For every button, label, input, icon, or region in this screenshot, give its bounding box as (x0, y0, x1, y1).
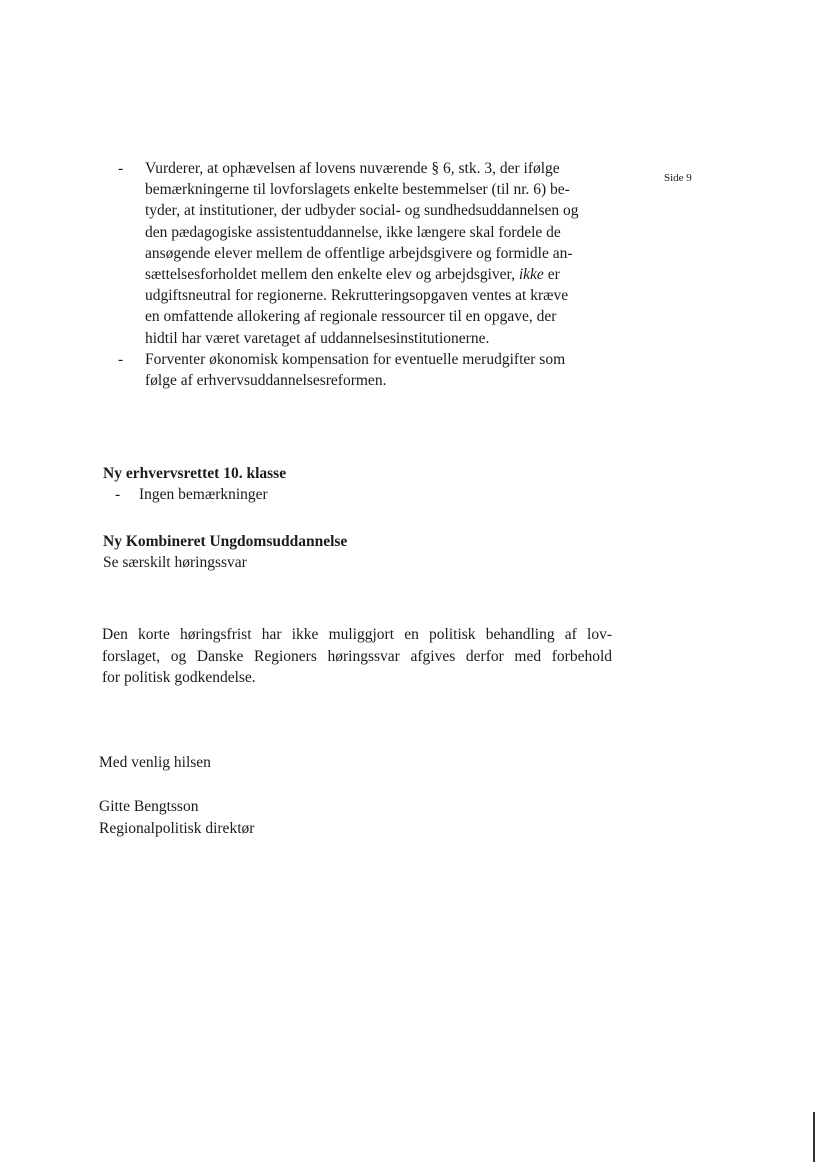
text-line: en omfattende allokering af regionale ressourcer til en opgave, der (145, 308, 557, 326)
list-item (118, 158, 618, 349)
list-item (115, 484, 286, 505)
text-segment: sættelsesforholdet mellem den enkelte elev og arbejdsgiver, (145, 266, 515, 284)
list-item (118, 349, 618, 391)
text-line: Vurderer, at ophævelsen af lovens nuværende § 6, stk. 3, der ifølge (145, 160, 560, 177)
section-heading: Ny Kombineret Ungdomsuddannelse (103, 533, 348, 550)
text-line: bemærkningerne til lovforslagets enkelte bestemmelser (til nr. 6) be- (145, 181, 570, 199)
text-line: den pædagogiske assistentuddannelse, ikke længere skal fordele de (145, 223, 561, 241)
bullet-text: Ingen bemærkninger (139, 486, 268, 503)
signatory-title: Regionalpolitisk direktør (99, 820, 255, 837)
closing-greeting: Med venlig hilsen (99, 754, 211, 771)
text-line: forslaget, og Danske Regioners høringssvar afgives derfor med forbehold (102, 647, 612, 665)
section-text: Se særskilt høringssvar (103, 554, 247, 571)
text-line: hidtil har været varetaget af uddannelsesinstitutionerne. (145, 329, 490, 347)
text-line: Forventer økonomisk kompensation for eventuelle merudgifter som (145, 350, 566, 368)
section-heading: Ny erhvervsrettet 10. klasse (103, 465, 287, 482)
bullet-dash: - (115, 486, 121, 503)
page-number: Side 9 (664, 172, 692, 184)
text-line: udgiftsneutral for regionerne. Rekrutteringsopgaven ventes at kræve (145, 287, 569, 305)
text-line: for politisk godkendelse. (102, 669, 256, 686)
text-line: følge af erhvervsuddannelsesreformen. (145, 372, 387, 390)
section-kombineret-ungdomsuddannelse (103, 531, 347, 573)
text-segment: er (547, 266, 560, 284)
text-line (145, 264, 618, 285)
remarks-list (118, 158, 618, 391)
scan-edge-mark (813, 1112, 815, 1162)
text-line: ansøgende elever mellem de offentlige arbejdsgivere og formidle an- (145, 244, 573, 262)
bullet-dash: - (118, 160, 124, 177)
disclaimer-paragraph (102, 624, 612, 689)
bullet-text (145, 158, 618, 349)
section-erhvervsrettet-10-klasse (103, 463, 286, 505)
text-line: tyder, at institutioner, der udbyder social- og sundhedsuddannelsen og (145, 202, 579, 220)
bullet-dash: - (118, 350, 124, 368)
text-line: Den korte høringsfrist har ikke muliggjort en politisk behandling af lov- (102, 626, 612, 643)
emphasis-ikke: ikke (518, 266, 544, 284)
signatory-name: Gitte Bengtsson (99, 798, 199, 815)
bullet-text (145, 349, 618, 391)
